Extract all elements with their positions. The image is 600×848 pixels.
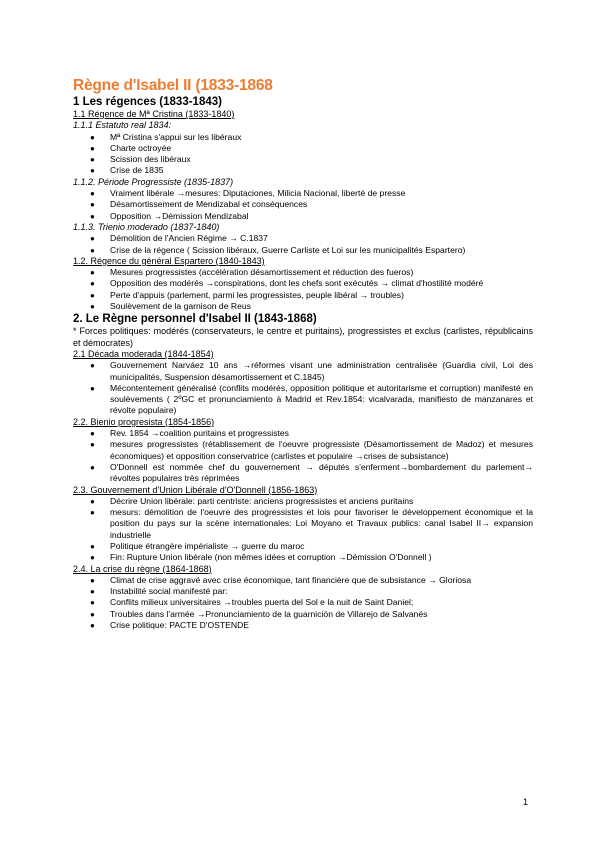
bullet-icon: ●	[90, 211, 95, 221]
list-2-2	[73, 428, 533, 484]
list-item	[73, 199, 533, 210]
bullet-icon: ●	[90, 440, 95, 450]
bullet-icon: ●	[90, 302, 95, 312]
list-item	[73, 360, 533, 383]
list-1-1-2	[73, 188, 533, 222]
list-item-text: mesures progressistes (rétablissement de l'oeuvre progressiste (Désamortissement de Madoz) et mesures économiques) et opposition conservatrice (carlistes et populaire →crises de subsistance)	[110, 439, 533, 461]
bullet-icon: ●	[90, 575, 95, 585]
list-item	[73, 552, 533, 563]
list-item	[73, 143, 533, 154]
list-item	[73, 154, 533, 165]
bullet-icon: ●	[90, 166, 95, 176]
subsection-2-3-heading: 2.3. Gouvernement d'Union Libérale d'O'Donnell (1856-1863)	[73, 484, 318, 495]
political-forces-note: * Forces politiques: modérés (conservateurs, le centre et puritains), progressistes et exclus (carlistes, républicains et démocrates)	[73, 326, 533, 348]
bullet-icon: ●	[90, 598, 95, 608]
list-item-text: Scission des libéraux	[110, 154, 191, 165]
list-item-text: Crise de la régence ( Scission libéraux, Guerre Carliste et Loi sur les municipalités Espartero)	[110, 244, 466, 255]
subsection-1-2-heading: 1.2. Régence du général Espartero (1840-1843)	[73, 255, 265, 266]
section-1-heading: 1 Les régences (1833-1843)	[73, 96, 222, 108]
bullet-icon: ●	[90, 621, 95, 631]
bullet-icon: ●	[90, 496, 95, 506]
bullet-icon: ●	[90, 462, 95, 472]
list-item-text: Soulèvement de la garnison de Reus	[110, 301, 251, 312]
bullet-icon: ●	[90, 508, 95, 518]
subsection-1-1-2-heading: 1.1.2. Période Progressiste (1835-1837)	[73, 176, 234, 187]
list-item	[73, 245, 533, 256]
bullet-icon: ●	[90, 200, 95, 210]
list-item-text: Perte d'appuis (parlement, parmi les progressistes, peuple libéral → troubles)	[110, 289, 404, 300]
list-item	[73, 428, 533, 439]
list-item	[73, 507, 533, 541]
bullet-icon: ●	[90, 234, 95, 244]
list-item-text: Opposition des modérés →conspirations, dont les chefs sont exécutés → climat d'hostilité modéré	[110, 278, 484, 289]
list-item	[73, 575, 533, 586]
list-item	[73, 290, 533, 301]
document-title: Règne d'Isabel II (1833-1868	[73, 77, 273, 94]
bullet-icon: ●	[90, 541, 95, 551]
list-item-text: Désamortissement de Mendizabal et conséquences	[110, 199, 308, 210]
list-1-2	[73, 267, 533, 312]
list-item	[73, 462, 533, 485]
list-item-text: Instabilité social manifesté par:	[110, 586, 228, 597]
bullet-icon: ●	[90, 587, 95, 597]
bullet-icon: ●	[90, 189, 95, 199]
subsection-1-1-heading: 1.1 Régence de Mª Cristina (1833-1840)	[73, 109, 235, 119]
list-2-1	[73, 360, 533, 416]
list-item	[73, 188, 533, 199]
list-item-text: Politique étrangère impérialiste → guerre du maroc	[110, 540, 305, 551]
list-item	[73, 233, 533, 244]
list-item-text: Crise de 1835	[110, 165, 164, 176]
list-item	[73, 267, 533, 278]
list-item-text: Gouvernement Narváez 10 ans →réformes visant une administration centralisée (Guardia civil, Loi des municipalités, Suspension désamortissement et C.1845)	[110, 360, 533, 382]
subsection-2-2-heading: 2.2. Bienio progresista (1854-1856)	[73, 416, 215, 427]
subsection-1-1-1-heading: 1.1.1 Estatuto real 1834:	[73, 120, 172, 131]
subsection-1-1-3-heading: 1.1.3. Trienio moderado (1837-1840)	[73, 221, 220, 232]
bullet-icon: ●	[90, 155, 95, 165]
list-2-3	[73, 496, 533, 564]
list-item-text: Mécontentement généralisé (conflits modérés, opposition politique et autoritarisme et corruption) manifesté en soulèvements ( 2ºGC et pronunciamiento à Madrid et Rev.1854: vicalvarada, manifiesto de manzanares et révolte populaire)	[110, 382, 533, 416]
bullet-icon: ●	[90, 279, 95, 289]
list-item	[73, 597, 533, 608]
list-item-text: Opposition →Démission Mendizabal	[110, 210, 249, 221]
list-item-text: Mesures progressistes (accélération désamortissement et réduction des fueros)	[110, 267, 414, 278]
page-number: 1	[522, 797, 528, 807]
subsection-2-1-heading: 2.1 Década moderada (1844-1854)	[73, 348, 214, 359]
subsection-2-4-heading: 2.4. La crise du règne (1864-1868)	[73, 563, 212, 574]
list-item	[73, 301, 533, 312]
bullet-icon: ●	[90, 553, 95, 563]
list-item-text: Rev. 1854 →coalition puritains et progressistes	[110, 428, 289, 439]
bullet-icon: ●	[90, 132, 95, 142]
list-item-text: Charte octroyée	[110, 142, 172, 153]
list-item-text: Crise politique: PACTE D'OSTENDE	[110, 620, 250, 631]
list-item-text: mesurs: démolition de l'oeuvre des progressistes et lois pour favoriser le développement économique et la position du pays sur la scène internationales: Loi Moyano et Travaux publics: canal Isabel II→ expansion industrielle	[110, 507, 533, 540]
list-item-text: Climat de crise aggravé avec crise économique, tant financière que de subsistance → Gloriosa	[110, 574, 472, 585]
list-1-1-3	[73, 233, 533, 256]
list-item	[73, 211, 533, 222]
document-body	[73, 76, 533, 631]
list-item-text: Conflits milieux universitaires →troubles puerta del Sol e la nuit de Saint Daniel;	[110, 597, 414, 608]
bullet-icon: ●	[90, 361, 95, 371]
list-item	[73, 620, 533, 631]
list-item-text: O'Donnell est nommée chef du gouvernement → députés s'enferment→bombardement du parlement→ révoltes populaires très réprimées	[110, 461, 533, 484]
list-item	[73, 586, 533, 597]
list-item	[73, 496, 533, 507]
bullet-icon: ●	[90, 383, 95, 393]
list-item	[73, 609, 533, 620]
list-item-text: Vraiment libérale →mesures: Diputaciones, Milicia Nacional, liberté de presse	[110, 188, 406, 199]
list-item	[73, 165, 533, 176]
list-item-text: Troubles dans l'armée →Pronunciamiento de la guarnición de Villarejo de Salvanés	[110, 608, 428, 619]
list-1-1-1	[73, 132, 533, 177]
bullet-icon: ●	[90, 429, 95, 439]
list-item	[73, 439, 533, 462]
list-2-4	[73, 575, 533, 631]
bullet-icon: ●	[90, 609, 95, 619]
list-item-text: Mª Cristina s'appui sur les libéraux	[110, 131, 242, 142]
bullet-icon: ●	[90, 245, 95, 255]
bullet-icon: ●	[90, 268, 95, 278]
list-item	[73, 278, 533, 289]
list-item-text: Fin: Rupture Union libérale (non mêmes idées et corruption →Démission O'Donnell )	[110, 552, 432, 563]
list-item	[73, 383, 533, 417]
section-2-heading: 2. Le Règne personnel d'Isabel II (1843-1868)	[73, 313, 317, 326]
bullet-icon: ●	[90, 143, 95, 153]
list-item-text: Démolition de l'Ancien Régime → C.1837	[110, 233, 268, 244]
bullet-icon: ●	[90, 290, 95, 300]
list-item	[73, 541, 533, 552]
list-item	[73, 132, 533, 143]
list-item-text: Décrire Union libérale: parti centriste: anciens progressistes et anciens puritains	[110, 495, 414, 506]
